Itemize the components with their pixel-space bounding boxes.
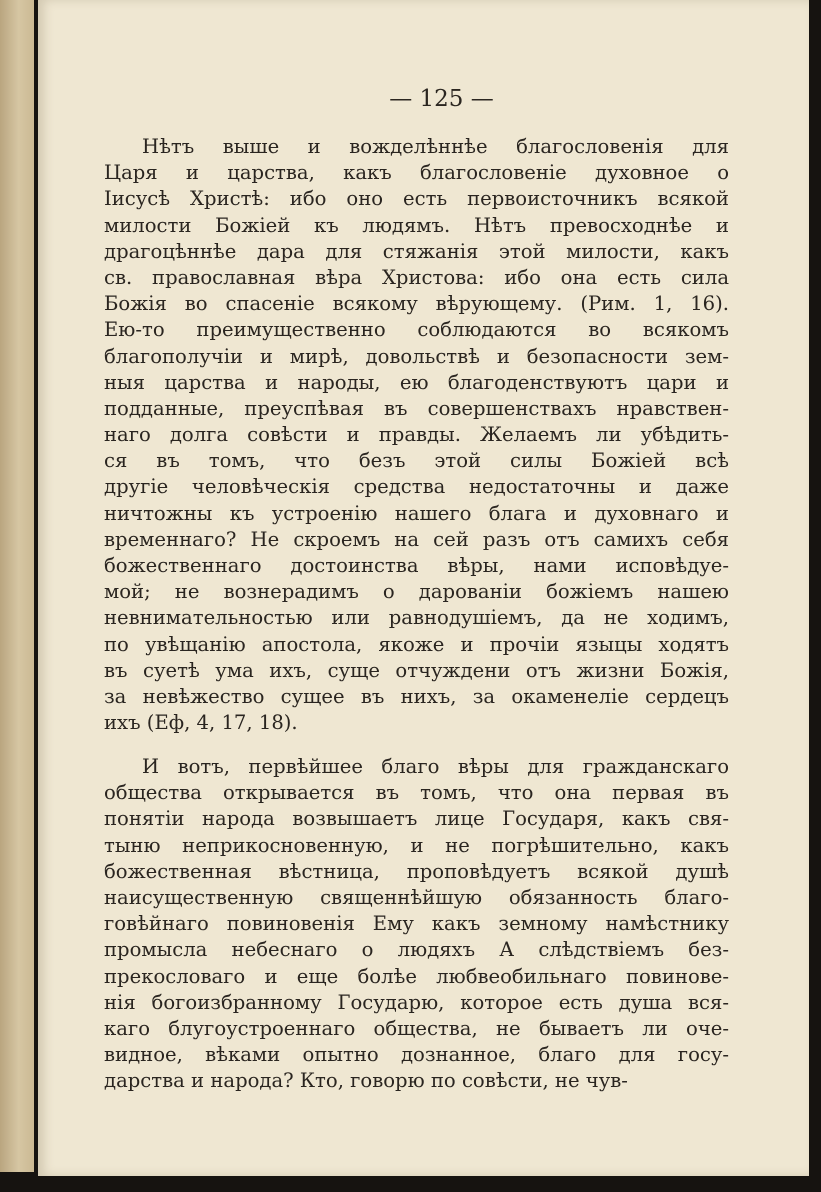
left-page-edge xyxy=(0,0,34,1172)
text-line: мой; не вознерадимъ о дарованіи божіемъ нашею xyxy=(104,580,729,604)
text-line: св. православная вѣра Христова: ибо она есть сила xyxy=(104,265,729,289)
text-line: промысла небеснаго о людяхъ А слѣдствіемъ без- xyxy=(104,938,729,962)
text-line: божественнаго достоинства вѣры, нами исповѣдуе- xyxy=(104,554,729,577)
text-line: говѣйнаго повиновенія Ему какъ земному намѣстнику xyxy=(104,912,729,936)
page-number: — 125 — xyxy=(389,86,494,112)
text-line: наисущественную священнѣйшую обязанность благо- xyxy=(104,885,729,909)
text-line: Царя и царства, какъ благословеніе духовное о xyxy=(104,161,729,185)
paragraph-2 xyxy=(104,754,729,1094)
text-line: дарства и народа? Кто, говорю по совѣсти, не чув- xyxy=(104,1069,628,1093)
text-line: Нѣтъ выше и вожделѣннѣе благословенія для xyxy=(142,135,729,158)
text-line: за невѣжество сущее въ нихъ, за окаменеліе сердецъ xyxy=(104,684,729,708)
text-line: тыню неприкосновенную, и не погрѣшительно, какъ xyxy=(104,833,729,857)
text-line: видное, вѣками опытно дознанное, благо для госу- xyxy=(104,1043,729,1067)
text-line: временнаго? Не скроемъ на сей разъ отъ самихъ себя xyxy=(104,527,729,551)
text-line: ихъ (Еф, 4, 17, 18). xyxy=(104,711,298,735)
text-line: ничтожны къ устроенію нашего блага и духовнаго и xyxy=(104,501,729,525)
text-line: драгоцѣннѣе дара для стяжанія этой милости, какъ xyxy=(104,239,729,263)
text-line: невнимательностью или равнодушіемъ, да не ходимъ, xyxy=(104,606,729,630)
text-line: нія богоизбранному Государю, которое есть душа вся- xyxy=(104,990,729,1014)
paragraph-1 xyxy=(104,134,729,736)
text-line: божественная вѣстница, проповѣдуетъ всякой душѣ xyxy=(104,859,729,883)
text-line: благополучіи и мирѣ, довольствѣ и безопасности зем- xyxy=(104,344,729,368)
text-line: каго блугоустроеннаго общества, не бываетъ ли оче- xyxy=(104,1016,729,1040)
text-line: по увѣщанію апостола, якоже и прочіи языцы ходятъ xyxy=(104,632,729,656)
text-line: подданные, преуспѣвая въ совершенствахъ нравствен- xyxy=(104,396,729,420)
text-line: другіе человѣческія средства недостаточны и даже xyxy=(104,475,729,499)
text-line: наго долга совѣсти и правды. Желаемъ ли убѣдить- xyxy=(104,423,729,447)
text-line: ся въ томъ, что безъ этой силы Божіей всѣ xyxy=(104,449,729,473)
text-line: ныя царства и народы, ею благоденствуютъ цари и xyxy=(104,370,729,394)
text-line: Божія во спасеніе всякому вѣрующему. (Рим. 1, 16). xyxy=(104,292,729,316)
text-line: понятіи народа возвышаетъ лице Государя, какъ свя- xyxy=(104,807,729,831)
text-line: милости Божіей къ людямъ. Нѣтъ превосходнѣе и xyxy=(104,213,729,237)
text-line: прекословаго и еще болѣе любвеобильнаго повинове- xyxy=(104,964,729,988)
text-line: И вотъ, первѣйшее благо вѣры для гражданскаго xyxy=(142,755,729,778)
text-line: въ суетѣ ума ихъ, суще отчуждени отъ жизни Божія, xyxy=(104,658,729,682)
text-line: общества открывается въ томъ, что она первая въ xyxy=(104,781,729,805)
text-line: Іисусѣ Христѣ: ибо оно есть первоисточникъ всякой xyxy=(104,187,729,211)
text-line: Ею-то преимущественно соблюдаются во всякомъ xyxy=(104,318,729,342)
